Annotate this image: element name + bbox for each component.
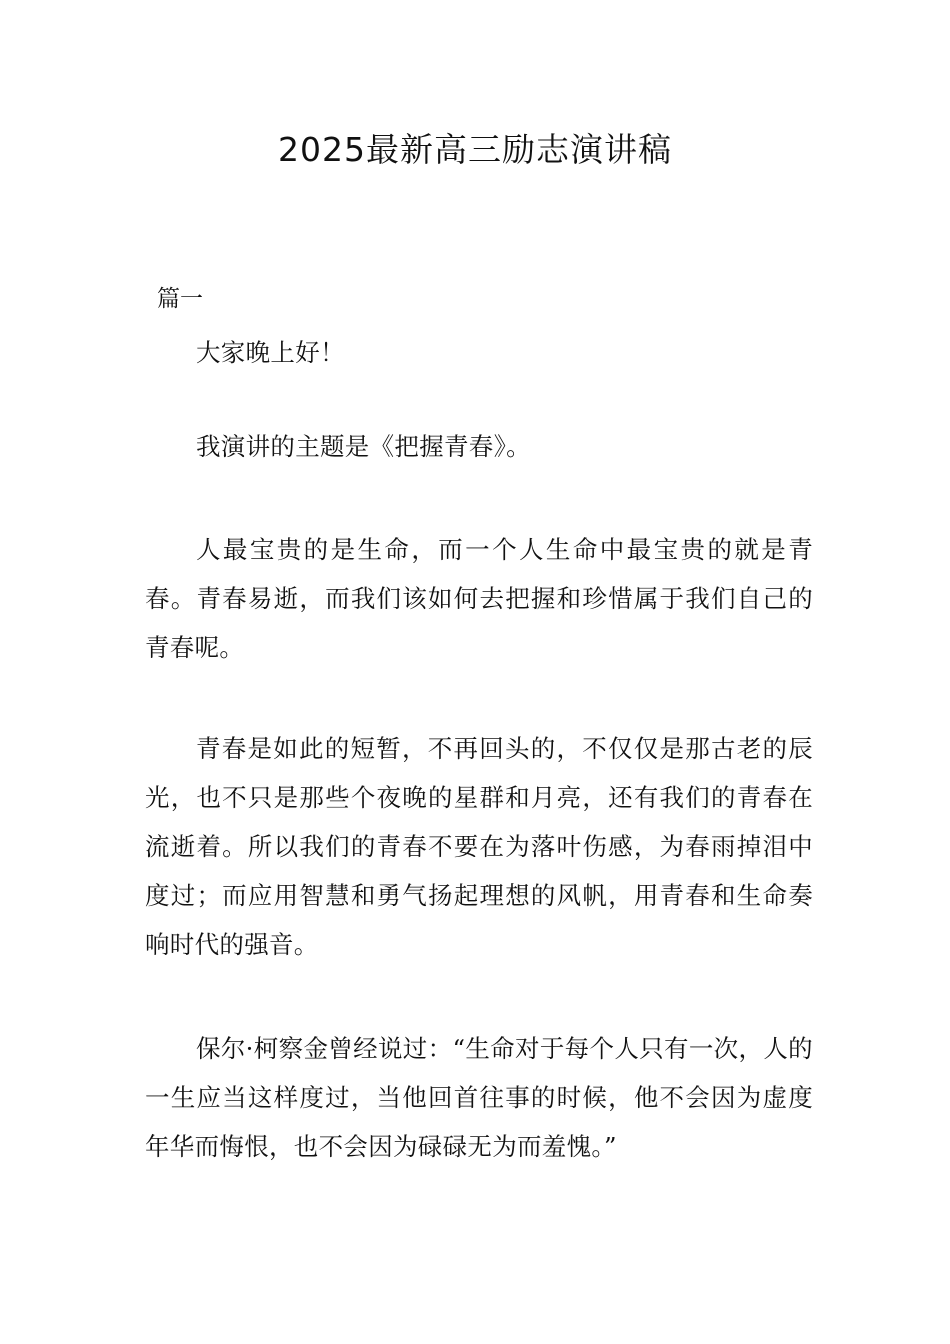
paragraph-youth: 青春是如此的短暂，不再回头的，不仅仅是那古老的辰光，也不只是那些个夜晚的星群和月亮，还有我们的青春在流逝着。所以我们的青春不要在为落叶伤感，为春雨掉泪中度过；而应用智慧和勇气扬起理想的风帆，用青春和生命奏响时代的强音。 — [145, 734, 813, 959]
paragraph-greeting: 大家晚上好！ — [196, 338, 345, 367]
paragraph-life: 人最宝贵的是生命，而一个人生命中最宝贵的就是青春。青春易逝，而我们该如何去把握和珍惜属于我们自己的青春呢。 — [145, 535, 813, 662]
section-label: 篇一 — [157, 286, 203, 312]
paragraph-topic: 我演讲的主题是《把握青春》。 — [196, 432, 531, 461]
document-title: 2025最新高三励志演讲稿 — [278, 130, 672, 169]
paragraph-quote: 保尔·柯察金曾经说过：“生命对于每个人只有一次，人的一生应当这样度过，当他回首往事的时候，他不会因为虚度年华而悔恨，也不会因为碌碌无为而羞愧。” — [145, 1034, 813, 1161]
